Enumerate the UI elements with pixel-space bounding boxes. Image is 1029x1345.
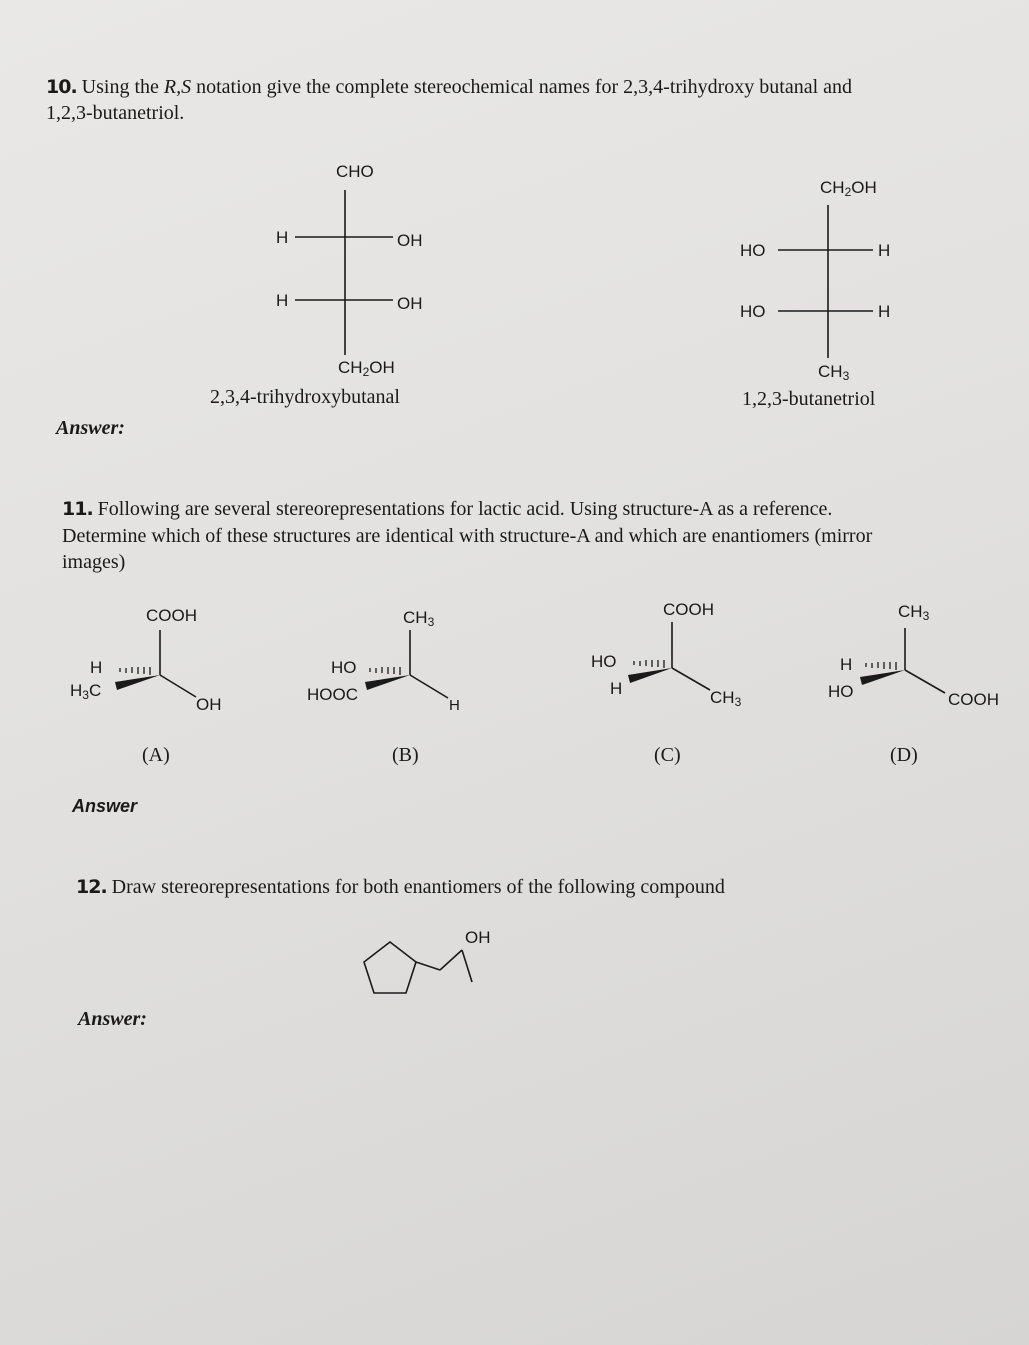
fischer1-row2-oh: OH [397, 294, 423, 313]
q11-answer-label: Answer [72, 796, 138, 816]
q10-line2: 1,2,3-butanetriol. [46, 102, 185, 124]
fischer2-row1-h: H [878, 241, 891, 260]
structure-c-label: (C) [654, 744, 681, 766]
structure-c-right-sub: 3 [734, 695, 742, 709]
structure-d-hash-h: H [840, 655, 853, 674]
structure-c-top: COOH [663, 600, 714, 619]
q11-number: 11. [62, 498, 93, 520]
structure-b-top-sub: 3 [427, 615, 435, 629]
structure-a-top: COOH [146, 606, 197, 625]
structure-b-hash-ho: HO [331, 658, 357, 677]
q10-text-a: Using the [81, 76, 164, 98]
fischer2-row2-ho: HO [740, 302, 766, 321]
structure-d-top-ch: CH [898, 602, 923, 621]
q11-line3: images) [62, 551, 126, 573]
structure-c-wedge-h: H [610, 679, 623, 698]
q12-text: Draw stereorepresentations for both enantiomers of the following compound [111, 876, 725, 898]
q10-text-b: notation give the complete stereochemical names for 2,3,4-trihydroxy butanal and [191, 76, 853, 98]
structure-d-wedge-ho: HO [828, 682, 854, 701]
q11-text-1: Following are several stereorepresentations for lactic acid. Using structure-A as a reference. [97, 498, 833, 520]
structure-a-wedge-sub: 3 [82, 688, 89, 702]
structure-c-right-ch: CH [710, 688, 735, 707]
structure-a-hash-h: H [90, 658, 103, 677]
structure-d-label: (D) [890, 744, 918, 766]
fischer1-bottom-sub: 2 [362, 365, 370, 379]
fischer1-bottom-oh: OH [369, 358, 395, 377]
structure-a-wedge-h: H [70, 681, 83, 700]
q12-number: 12. [76, 876, 107, 898]
structure-b-top-ch: CH [403, 608, 428, 627]
fischer1-bottom-ch: CH [338, 358, 363, 377]
fischer2-top-sub: 2 [844, 185, 852, 199]
q11-line2: Determine which of these structures are identical with structure-A and which are enantiomers (mirror [62, 525, 873, 547]
structure-a-right-oh: OH [196, 695, 222, 714]
oh-label: OH [465, 928, 491, 947]
structure-a-label: (A) [142, 744, 170, 766]
q10-number: 10. [46, 76, 77, 98]
structure-c-hash-ho: HO [591, 652, 617, 671]
q10-answer-label: Answer: [56, 417, 125, 439]
fischer1-top-cho: CHO [336, 162, 374, 181]
fischer2-row2-h: H [878, 302, 891, 321]
fischer1-row1-h: H [276, 228, 289, 247]
fischer1-row1-oh: OH [397, 231, 423, 250]
structure-b-label: (B) [392, 744, 419, 766]
fischer1-row2-h: H [276, 291, 289, 310]
structure-d-right-cooh: COOH [948, 690, 999, 709]
q12-answer-label: Answer: [78, 1008, 147, 1030]
fischer2-bottom-sub: 3 [842, 369, 850, 383]
fischer2-top-oh: OH [851, 178, 877, 197]
fischer2-caption: 1,2,3-butanetriol [742, 388, 876, 410]
q10-rs-notation: R,S [163, 76, 192, 98]
structure-d-top-sub: 3 [922, 609, 930, 623]
fischer2-top-ch: CH [820, 178, 845, 197]
fischer2-bottom-ch: CH [818, 362, 843, 381]
fischer1-caption: 2,3,4-trihydroxybutanal [210, 386, 400, 408]
structure-b-right-h: H [449, 697, 460, 714]
fischer2-row1-ho: HO [740, 241, 766, 260]
structure-a-wedge-c: C [88, 681, 102, 700]
structure-b-wedge-hooc: HOOC [307, 685, 358, 704]
